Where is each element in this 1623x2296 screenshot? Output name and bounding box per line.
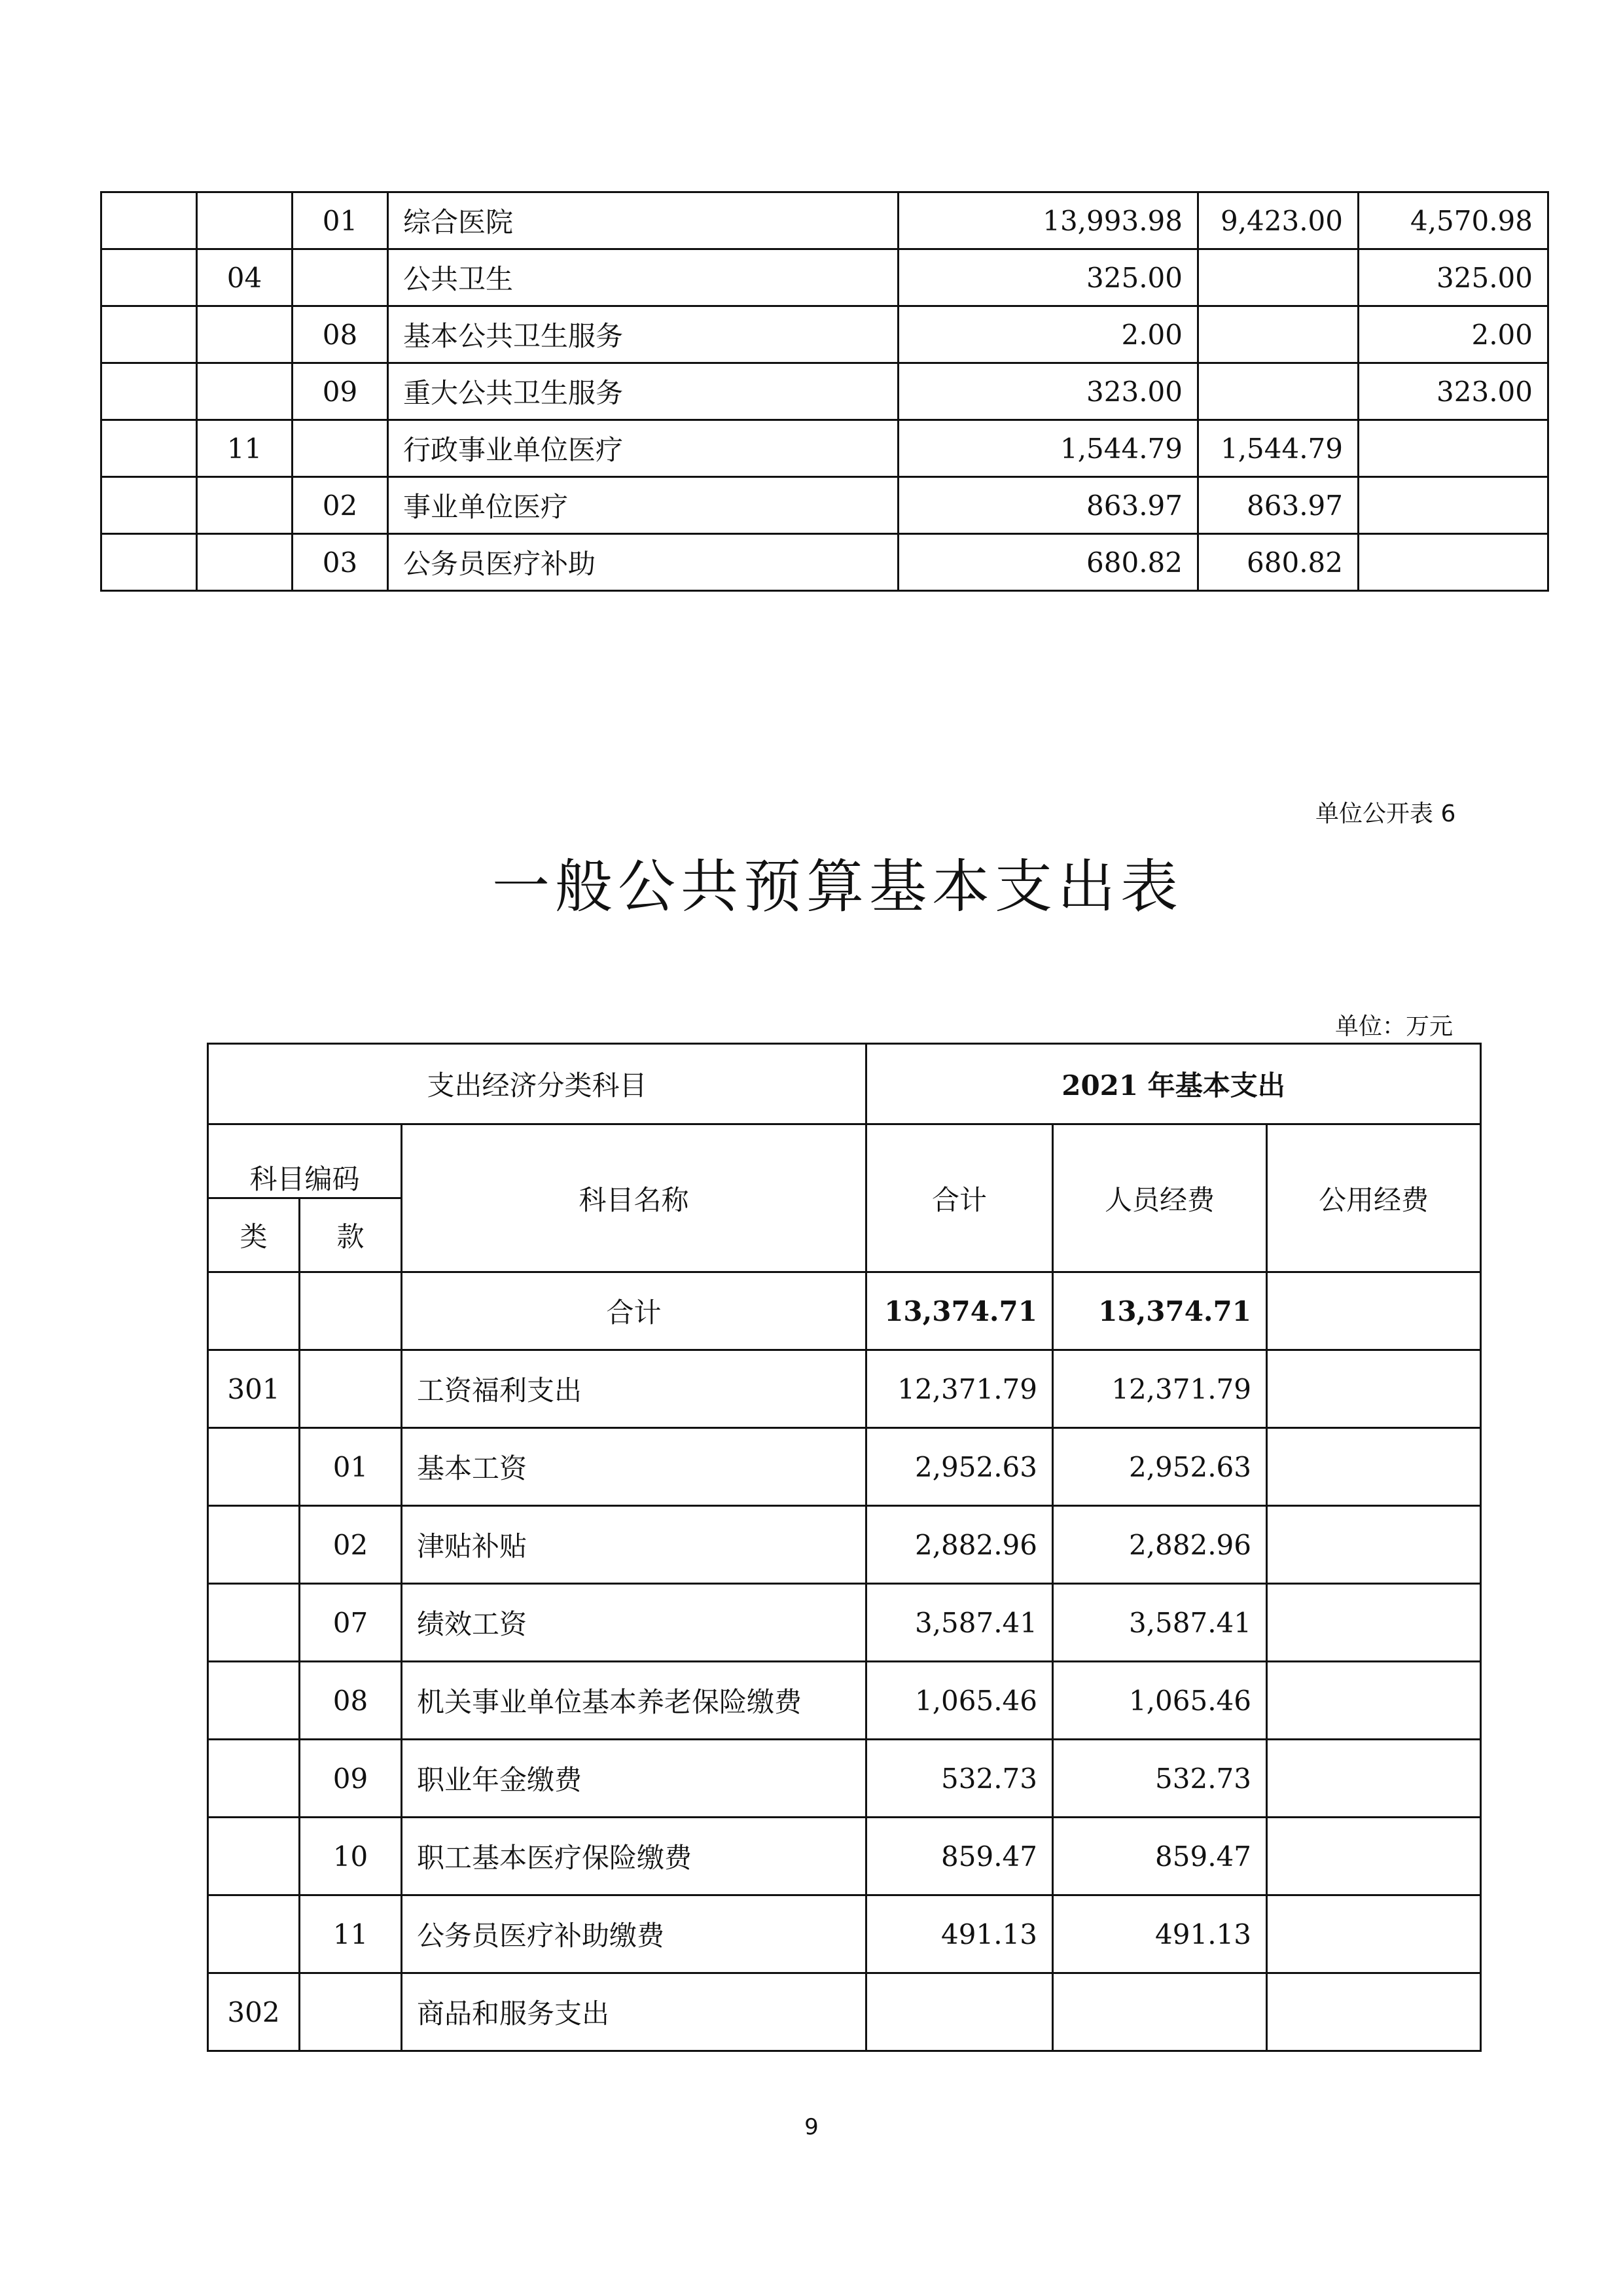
section-code: 10: [300, 1818, 402, 1895]
section-code: 07: [300, 1584, 402, 1662]
personnel-amount: [1053, 1973, 1267, 2051]
section-code: 08: [300, 1662, 402, 1740]
public-amount: [1267, 1350, 1481, 1428]
table-row: [208, 1428, 1481, 1506]
table-row: [208, 1506, 1481, 1584]
section-code: 11: [197, 420, 293, 477]
total-amount: 532.73: [866, 1740, 1053, 1818]
name-header: 科目名称: [402, 1124, 866, 1272]
total-amount: 1,544.79: [899, 420, 1198, 477]
project-amount: 325.00: [1359, 249, 1548, 306]
item-name: 行政事业单位医疗: [388, 420, 899, 477]
header-row: [208, 1124, 1481, 1198]
item-code: 08: [293, 306, 388, 363]
category-code: [101, 363, 197, 420]
personnel-amount: 491.13: [1053, 1895, 1267, 1973]
category-code: [101, 477, 197, 534]
item-name: 机关事业单位基本养老保险缴费: [402, 1662, 866, 1740]
public-amount: [1267, 1662, 1481, 1740]
section-code: 11: [300, 1895, 402, 1973]
total-amount: 2,882.96: [866, 1506, 1053, 1584]
item-code: 01: [293, 192, 388, 249]
category-code: [101, 306, 197, 363]
table-row: [208, 1584, 1481, 1662]
public-amount: [1267, 1818, 1481, 1895]
total-amount: 13,993.98: [899, 192, 1198, 249]
total-row-total: 13,374.71: [866, 1272, 1053, 1350]
item-name: 重大公共卫生服务: [388, 363, 899, 420]
personnel-amount: 532.73: [1053, 1740, 1267, 1818]
total-amount: 2.00: [899, 306, 1198, 363]
unit-label: 单位：万元: [1335, 1013, 1454, 1040]
page-number: 9: [804, 2114, 819, 2140]
table-row: [101, 477, 1548, 534]
category-code: 302: [208, 1973, 300, 2051]
item-code: [293, 249, 388, 306]
public-amount: [1267, 1740, 1481, 1818]
table-row: [101, 420, 1548, 477]
total-amount: [866, 1973, 1053, 2051]
category-code: [101, 192, 197, 249]
category-code: [208, 1740, 300, 1818]
total-amount: 2,952.63: [866, 1428, 1053, 1506]
basic-expenditure-table: [207, 1043, 1482, 2052]
basic-amount: [1198, 363, 1359, 420]
public-amount: [1267, 1973, 1481, 2051]
table-row: [101, 306, 1548, 363]
item-name: 工资福利支出: [402, 1350, 866, 1428]
public-header: 公用经费: [1267, 1124, 1481, 1272]
section-code: 02: [300, 1506, 402, 1584]
item-name: 基本公共卫生服务: [388, 306, 899, 363]
public-amount: [1267, 1895, 1481, 1973]
total-amount: 680.82: [899, 534, 1198, 591]
item-name: 绩效工资: [402, 1584, 866, 1662]
section-code: [197, 534, 293, 591]
item-code: 03: [293, 534, 388, 591]
basic-amount: [1198, 249, 1359, 306]
section-code: [300, 1973, 402, 2051]
section-code: 04: [197, 249, 293, 306]
total-header: 合计: [866, 1124, 1053, 1272]
econ-class-header: 支出经济分类科目: [208, 1044, 866, 1124]
item-name: 公务员医疗补助缴费: [402, 1895, 866, 1973]
personnel-amount: 2,952.63: [1053, 1428, 1267, 1506]
basic-amount: 1,544.79: [1198, 420, 1359, 477]
table-row: [101, 249, 1548, 306]
total-amount: 323.00: [899, 363, 1198, 420]
project-amount: [1359, 420, 1548, 477]
category-code: [208, 1584, 300, 1662]
item-name: 公务员医疗补助: [388, 534, 899, 591]
total-row-personnel: 13,374.71: [1053, 1272, 1267, 1350]
category-code: [208, 1506, 300, 1584]
year-basic-header-text: 2021 年基本支出: [1061, 1069, 1285, 1102]
category-code: [208, 1662, 300, 1740]
table-row: [101, 192, 1548, 249]
category-code: [208, 1428, 300, 1506]
total-amount: 859.47: [866, 1818, 1053, 1895]
lei-header: 类: [208, 1198, 300, 1272]
item-code: [293, 420, 388, 477]
item-name: 公共卫生: [388, 249, 899, 306]
table-row: [208, 1740, 1481, 1818]
kuan-header: 款: [300, 1198, 402, 1272]
basic-amount: 9,423.00: [1198, 192, 1359, 249]
basic-amount: [1198, 306, 1359, 363]
category-code: [208, 1895, 300, 1973]
category-code: [101, 249, 197, 306]
item-code: 09: [293, 363, 388, 420]
section-code: [197, 306, 293, 363]
header-row: [208, 1044, 1481, 1124]
table-row: [208, 1818, 1481, 1895]
table-row: [208, 1973, 1481, 2051]
total-row-public: [1267, 1272, 1481, 1350]
table-cell: [300, 1272, 402, 1350]
category-code: [101, 420, 197, 477]
section-code: 01: [300, 1428, 402, 1506]
public-amount: [1267, 1506, 1481, 1584]
section-code: 09: [300, 1740, 402, 1818]
total-amount: 325.00: [899, 249, 1198, 306]
personnel-amount: 2,882.96: [1053, 1506, 1267, 1584]
table-row: [208, 1662, 1481, 1740]
item-name: 职业年金缴费: [402, 1740, 866, 1818]
total-row-name: 合计: [402, 1272, 866, 1350]
section-code: [197, 363, 293, 420]
category-code: 301: [208, 1350, 300, 1428]
project-amount: 4,570.98: [1359, 192, 1548, 249]
public-amount: [1267, 1428, 1481, 1506]
personnel-header: 人员经费: [1053, 1124, 1267, 1272]
total-amount: 3,587.41: [866, 1584, 1053, 1662]
table-row: [208, 1350, 1481, 1428]
category-code: [101, 534, 197, 591]
item-code: 02: [293, 477, 388, 534]
table-row: [101, 363, 1548, 420]
total-amount: 1,065.46: [866, 1662, 1053, 1740]
public-amount: [1267, 1584, 1481, 1662]
total-amount: 12,371.79: [866, 1350, 1053, 1428]
table-number-label: 单位公开表 6: [1315, 800, 1456, 827]
section-code: [197, 477, 293, 534]
personnel-amount: 859.47: [1053, 1818, 1267, 1895]
personnel-amount: 12,371.79: [1053, 1350, 1267, 1428]
table-row: [208, 1895, 1481, 1973]
project-amount: 2.00: [1359, 306, 1548, 363]
year-basic-header: [866, 1044, 1481, 1124]
total-amount: 863.97: [899, 477, 1198, 534]
item-name: 基本工资: [402, 1428, 866, 1506]
personnel-amount: 1,065.46: [1053, 1662, 1267, 1740]
section-code: [300, 1350, 402, 1428]
personnel-amount: 3,587.41: [1053, 1584, 1267, 1662]
continued-expenditure-table: [100, 191, 1549, 592]
table-row: [101, 534, 1548, 591]
item-name: 职工基本医疗保险缴费: [402, 1818, 866, 1895]
total-row: [208, 1272, 1481, 1350]
basic-amount: 680.82: [1198, 534, 1359, 591]
project-amount: 323.00: [1359, 363, 1548, 420]
basic-amount: 863.97: [1198, 477, 1359, 534]
total-amount: 491.13: [866, 1895, 1053, 1973]
item-name: 事业单位医疗: [388, 477, 899, 534]
table-cell: [208, 1272, 300, 1350]
page-title: 一般公共预算基本支出表: [491, 853, 1183, 920]
project-amount: [1359, 477, 1548, 534]
code-header: 科目编码: [208, 1124, 402, 1198]
item-name: 津贴补贴: [402, 1506, 866, 1584]
category-code: [208, 1818, 300, 1895]
section-code: [197, 192, 293, 249]
project-amount: [1359, 534, 1548, 591]
item-name: 商品和服务支出: [402, 1973, 866, 2051]
item-name: 综合医院: [388, 192, 899, 249]
